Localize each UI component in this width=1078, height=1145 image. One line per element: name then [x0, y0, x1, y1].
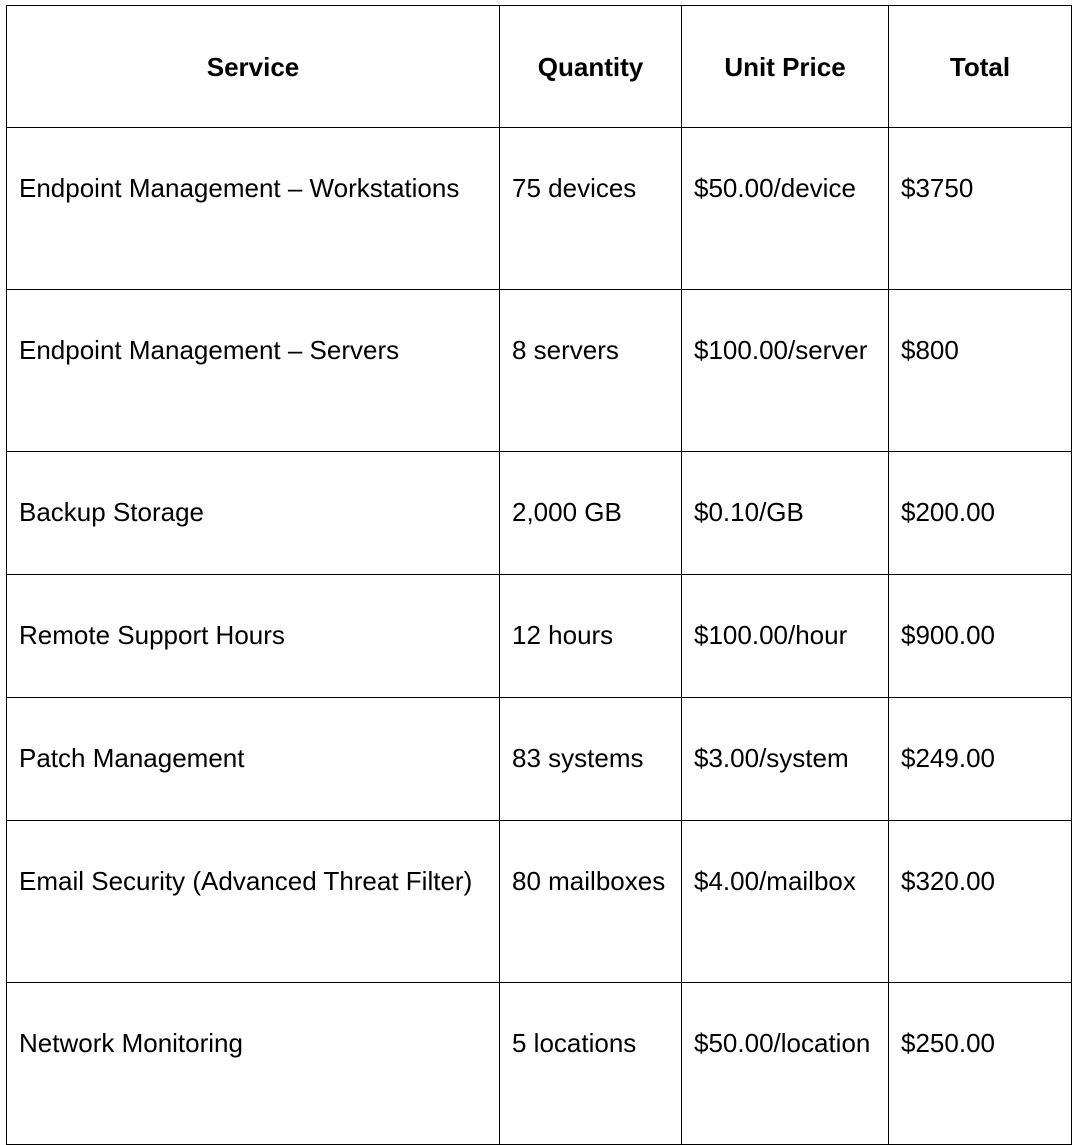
table-row	[7, 983, 1072, 1145]
header-total: Total	[889, 6, 1072, 128]
cell-service: Endpoint Management – Servers	[7, 290, 500, 452]
header-service: Service	[7, 6, 500, 128]
table-row	[7, 821, 1072, 983]
cell-service: Remote Support Hours	[7, 575, 500, 698]
cell-total: $3750	[889, 128, 1072, 290]
table-row	[7, 698, 1072, 821]
header-row	[7, 6, 1072, 128]
cell-unit-price: $100.00/server	[682, 290, 889, 452]
cell-total: $800	[889, 290, 1072, 452]
cell-unit-price: $0.10/GB	[682, 452, 889, 575]
cell-service: Endpoint Management – Workstations	[7, 128, 500, 290]
cell-unit-price: $50.00/device	[682, 128, 889, 290]
cell-quantity: 8 servers	[500, 290, 682, 452]
table-row	[7, 452, 1072, 575]
cell-quantity: 2,000 GB	[500, 452, 682, 575]
cell-service: Backup Storage	[7, 452, 500, 575]
pricing-table	[6, 5, 1072, 1145]
cell-quantity: 5 locations	[500, 983, 682, 1145]
cell-total: $249.00	[889, 698, 1072, 821]
cell-unit-price: $50.00/location	[682, 983, 889, 1145]
table-row	[7, 575, 1072, 698]
cell-unit-price: $100.00/hour	[682, 575, 889, 698]
cell-quantity: 12 hours	[500, 575, 682, 698]
cell-total: $320.00	[889, 821, 1072, 983]
cell-unit-price: $4.00/mailbox	[682, 821, 889, 983]
cell-service: Email Security (Advanced Threat Filter)	[7, 821, 500, 983]
cell-total: $900.00	[889, 575, 1072, 698]
cell-quantity: 75 devices	[500, 128, 682, 290]
table-row	[7, 128, 1072, 290]
cell-service: Network Monitoring	[7, 983, 500, 1145]
cell-quantity: 83 systems	[500, 698, 682, 821]
cell-unit-price: $3.00/system	[682, 698, 889, 821]
cell-quantity: 80 mailboxes	[500, 821, 682, 983]
table-row	[7, 290, 1072, 452]
header-quantity: Quantity	[500, 6, 682, 128]
cell-service: Patch Management	[7, 698, 500, 821]
header-unit-price: Unit Price	[682, 6, 889, 128]
cell-total: $250.00	[889, 983, 1072, 1145]
cell-total: $200.00	[889, 452, 1072, 575]
